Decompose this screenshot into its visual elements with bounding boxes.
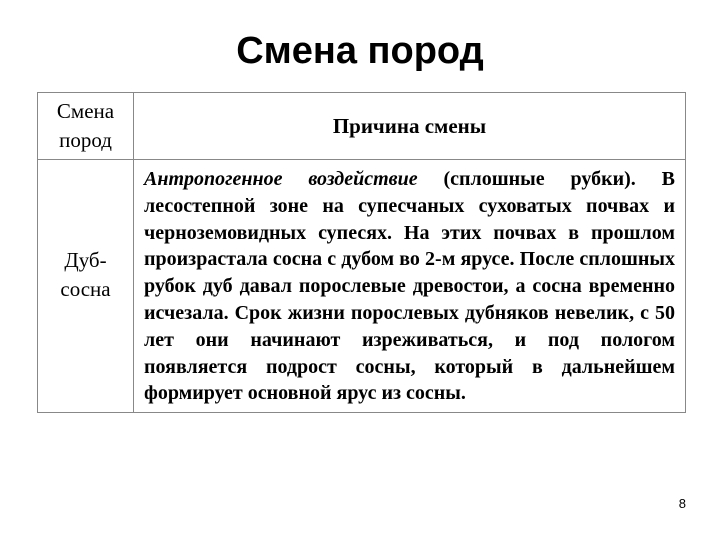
header-species-change-line2: пород	[59, 128, 112, 152]
species-change-table	[37, 92, 686, 413]
header-species-change	[38, 93, 134, 160]
reason-cell	[134, 160, 686, 413]
header-reason: Причина смены	[134, 93, 686, 160]
reason-emphasis: Антропогенное воздействие	[144, 168, 418, 190]
header-species-change-line1: Смена	[56, 99, 115, 123]
species-line2: сосна	[60, 277, 111, 302]
reason-text: (сплошные рубки). В лесостепной зоне на супесчаных суховатых почвах и черноземовидных супесях. На этих почвах в прошлом произрастала сосна с дубом во 2-м ярусе. После сплошных рубок дуб давал порослевые древостои, а сосна временно исчезала. Срок жизни порослевых дубняков невелик, с 50 лет они начинают изреживаться, и под пологом появляется подрост сосны, который в дальнейшем формирует основной ярус из сосны.	[144, 168, 675, 405]
species-line1: Дуб-	[64, 248, 107, 273]
table-header-row	[38, 93, 686, 160]
slide-title: Смена пород	[236, 30, 484, 72]
table-row	[38, 160, 686, 413]
species-cell	[38, 160, 134, 413]
page-number: 8	[678, 496, 686, 511]
